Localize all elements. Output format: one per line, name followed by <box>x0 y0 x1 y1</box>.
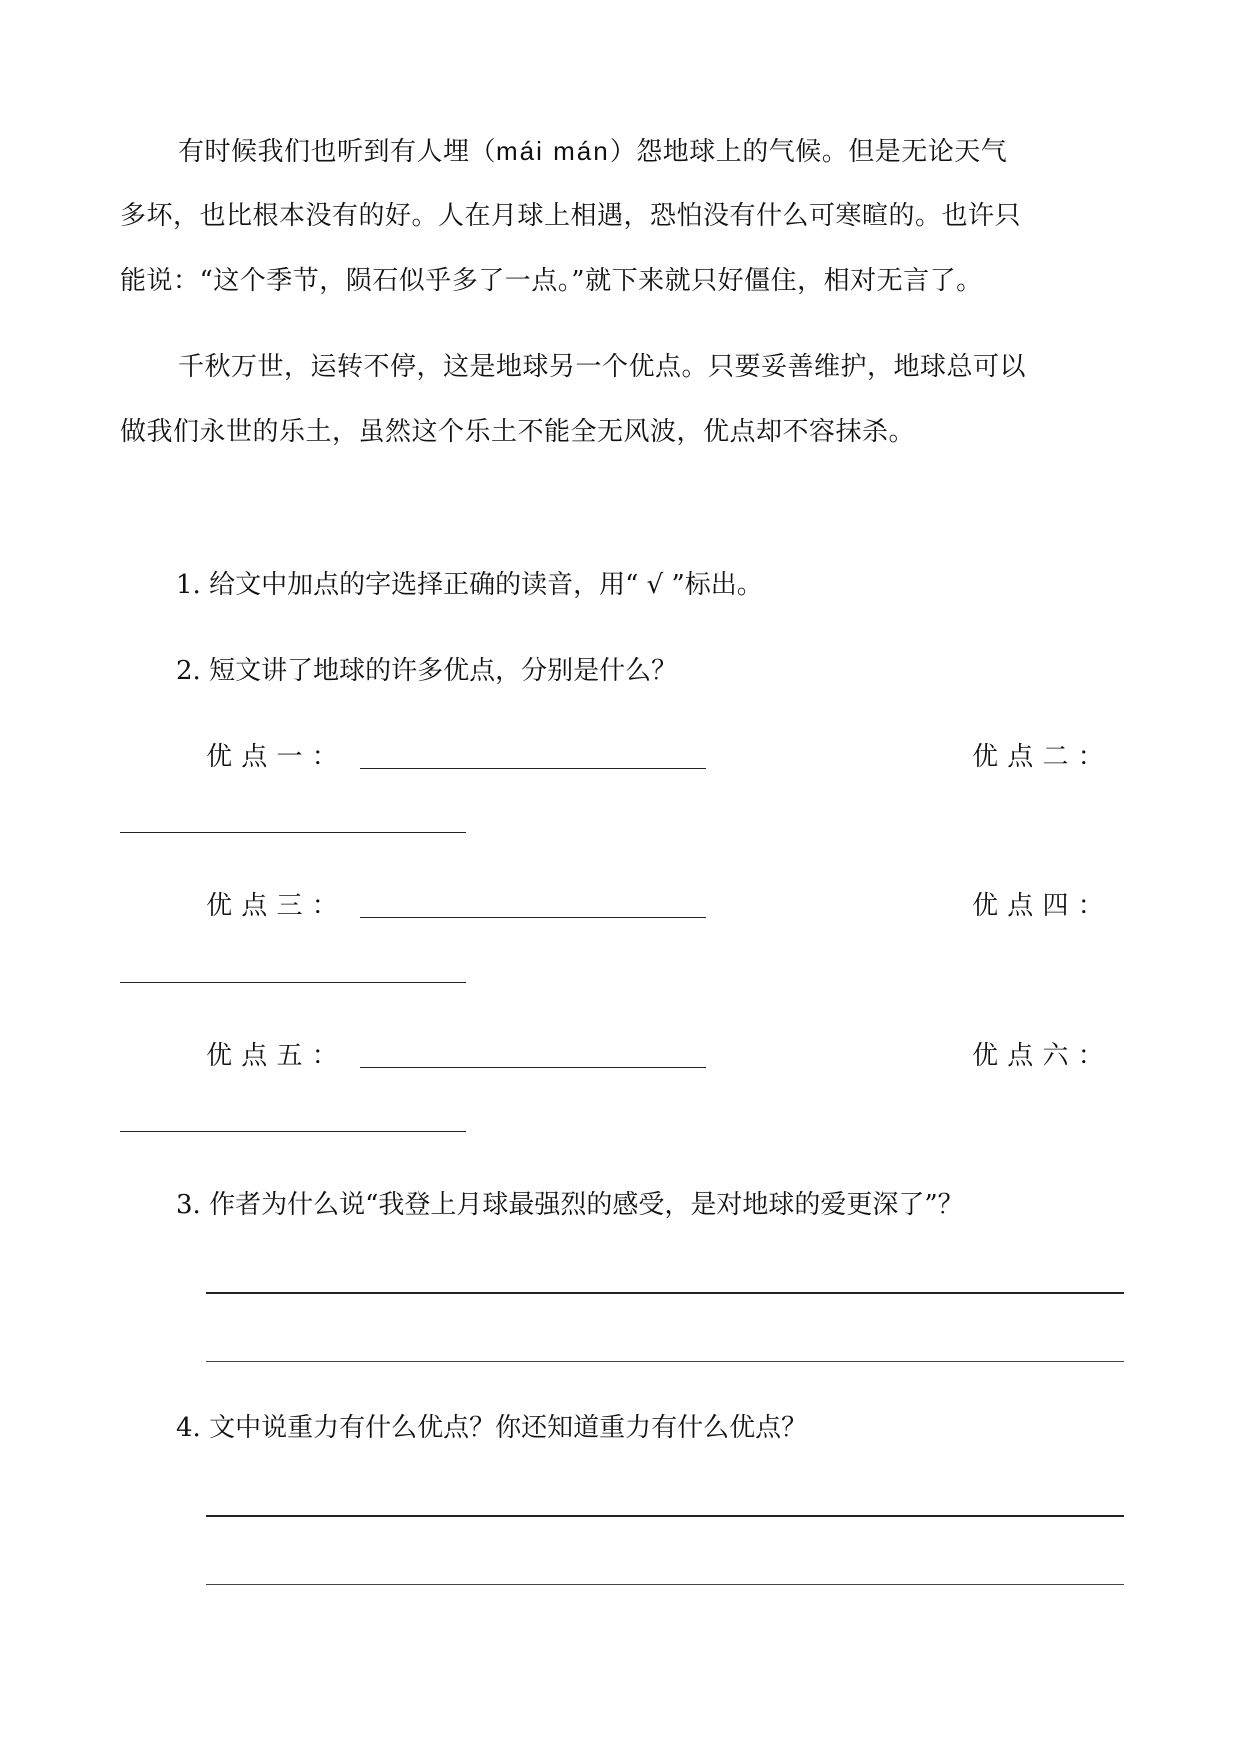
question-3: 3. 作者为什么说“我登上月球最强烈的感受，是对地球的爱更深了”？ <box>176 1190 964 1220</box>
pinyin-options: mái mán <box>496 136 610 166</box>
advantage-3-label: 优 点 三 ： <box>206 891 339 921</box>
question-4: 4. 文中说重力有什么优点？你还知道重力有什么优点？ <box>176 1413 808 1443</box>
advantage-4-label: 优 点 四 ： <box>972 891 1105 921</box>
advantage-3-blank[interactable] <box>360 917 706 918</box>
passage-line-3: 能说：“这个季节，陨石似乎多了一点。”就下来就只好僵住，相对无言了。 <box>120 266 983 296</box>
advantage-2-blank[interactable] <box>120 832 466 833</box>
advantage-5-label: 优 点 五 ： <box>206 1041 339 1071</box>
advantage-1-blank[interactable] <box>360 768 706 769</box>
passage-line-2: 多坏，也比根本没有的好。人在月球上相遇，恐怕没有什么可寒暄的。也许只 <box>120 201 1022 231</box>
passage-text: ）怨地球上的气候。但是无论天气 <box>609 137 1008 167</box>
answer-line-q4-2[interactable] <box>206 1584 1124 1585</box>
advantage-2-label: 优 点 二 ： <box>972 742 1105 772</box>
passage-text: 有时候我们也听到有人埋（ <box>178 137 497 167</box>
passage-line-1 <box>178 138 1007 165</box>
advantage-1-label: 优 点 一 ： <box>206 742 339 772</box>
passage-line-4: 千秋万世，运转不停，这是地球另一个优点。只要妥善维护，地球总可以 <box>178 352 1027 382</box>
question-2: 2. 短文讲了地球的许多优点，分别是什么？ <box>176 656 678 686</box>
advantage-6-blank[interactable] <box>120 1131 466 1132</box>
question-1: 1. 给文中加点的字选择正确的读音，用“ √ ”标出。 <box>176 570 763 600</box>
passage-line-5: 做我们永世的乐土，虽然这个乐土不能全无风波，优点却不容抹杀。 <box>120 417 916 447</box>
advantage-5-blank[interactable] <box>360 1067 706 1068</box>
advantage-6-label: 优 点 六 ： <box>972 1041 1105 1071</box>
answer-line-q4-1[interactable] <box>206 1515 1124 1517</box>
answer-line-q3-2[interactable] <box>206 1361 1124 1362</box>
answer-line-q3-1[interactable] <box>206 1292 1124 1294</box>
advantage-4-blank[interactable] <box>120 982 466 983</box>
